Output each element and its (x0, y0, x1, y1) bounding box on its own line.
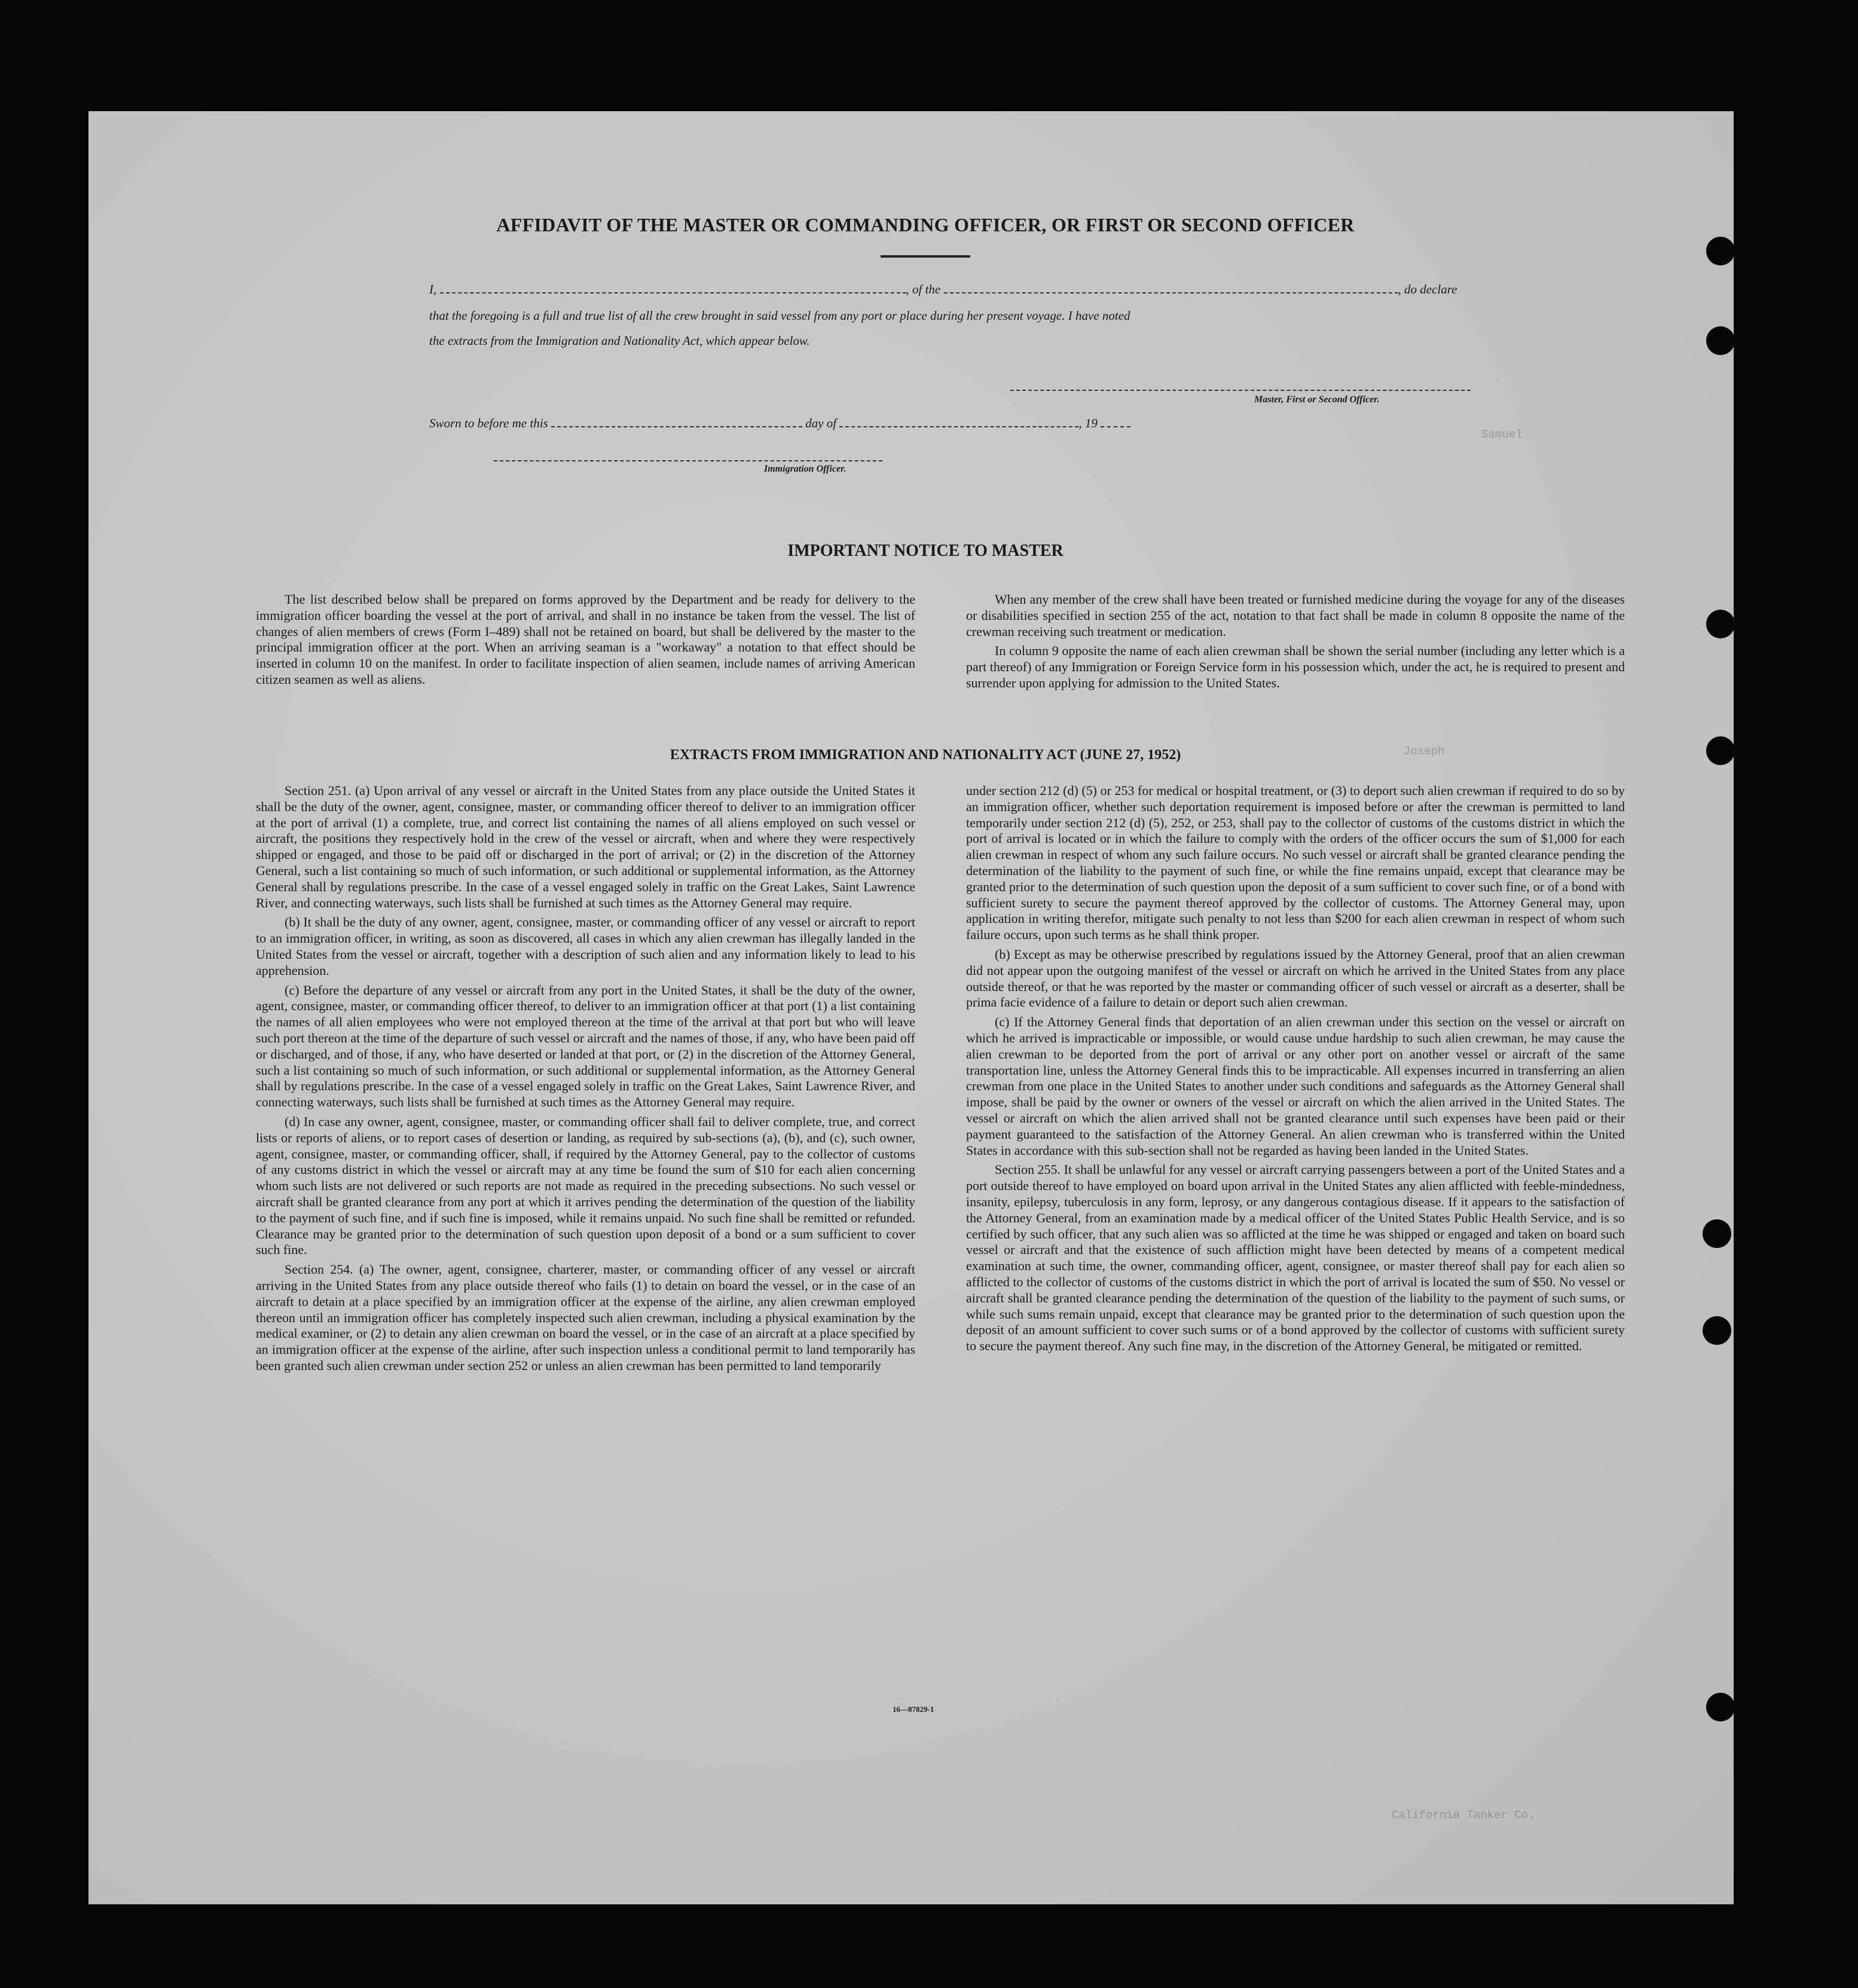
officer-signature-line[interactable] (494, 460, 882, 461)
vessel-blank[interactable] (944, 292, 1398, 293)
master-signature-caption: Master, First or Second Officer. (1254, 394, 1380, 405)
declaration-i-label: I, (429, 282, 437, 296)
extracts-right-column (966, 783, 1625, 1358)
act-paragraph: (c) Before the departure of any vessel or aircraft from any port in the United States, it shall be the duty of the owner, agent, consignee, master, or commanding officer thereof, to deliver to an immigration officer at that port (1) a list containing the names of all alien employees who were not employed thereon at the time of the arrival at that port but who will leave such port thereon at the time of the departure of such vessel or aircraft and the names of those, if any, who have been paid off or discharged, and of those, if any, who have deserted or landed at that port, or (2) in the discretion of the Attorney General, such a list containing so much of such information, or such additional or supplemental information, as the Attorney General shall by regulations prescribe. In the case of a vessel engaged solely in traffic on the Great Lakes, Saint Lawrence River, and connecting waterways, such lists shall be furnished at such times as the Attorney General may require. (256, 982, 915, 1110)
act-paragraph: Section 251. (a) Upon arrival of any vessel or aircraft in the United States from any place outside the United States it shall be the duty of the owner, agent, consignee, master, or commanding officer thereof to deliver to an immigration officer at the port of arrival (1) a complete, true, and correct list containing the names of all aliens employed on such vessel or aircraft, the positions they respectively hold in the crew of the vessel or aircraft, when and where they were respectively shipped or engaged, and those to be paid off or discharged in the port of arrival; or (2) in the discretion of the Attorney General, such a list containing so much of such information, or such additional or supplemental information, as the Attorney General shall by regulations prescribe. In the case of a vessel engaged solely in traffic on the Great Lakes, Saint Lawrence River, and connecting waterways, such lists shall be furnished at such times as the Attorney General may require. (256, 783, 915, 910)
declaration-line (429, 282, 1565, 297)
act-paragraph: Section 255. It shall be unlawful for any vessel or aircraft carrying passengers between a port of the United States and a port outside thereof to have employed on board upon arrival in the United States any alien afflicted with feeble-mindedness, insanity, epilepsy, tuberculosis in any form, leprosy, or any dangerous contagious disease. If it appears to the satisfaction of the Attorney General, from an examination made by a medical officer of the United States Public Health Service, and is so certified by such officer, that any such alien was so afflicted at the time he was shipped or engaged and taken on board such vessel or aircraft and that the existence of such affliction might have been detected by means of a competent medical examination at such time, the owner, commanding officer, agent, consignee, or master thereof shall pay for each alien so afflicted to the collector of customs of the customs district in which the port of arrival is located the sum of $50. No vessel or aircraft shall be granted clearance pending the determination of the question of the liability to the payment of such sums, or while such sums remain unpaid, except that clearance may be granted prior to the determination of such question upon the deposit of an amount sufficient to cover such sums or of a bond approved by the collector of customs with sufficient surety to secure the payment thereof. Any such fine may, in the discretion of the Attorney General, be mitigated or remitted. (966, 1162, 1625, 1354)
sworn-prefix: Sworn to before me this (429, 416, 548, 430)
binder-hole (1706, 1693, 1735, 1721)
notice-paragraph: In column 9 opposite the name of each alien crewman shall be shown the serial number (including any letter which is a part thereof) of any Immigration or Foreign Service form in his possession which, under the act, he is required to present and surrender upon applying for admission to the United States. (966, 643, 1625, 690)
extracts-left-column (256, 783, 915, 1378)
notice-paragraph: When any member of the crew shall have been treated or furnished medicine during the voyage for any of the diseases or disabilities specified in section 255 of the act, notation to that fact shall be made in column 8 opposite the name of the crewman receiving such treatment or medication. (966, 592, 1625, 639)
officer-signature-caption: Immigration Officer. (764, 464, 847, 474)
sworn-month-blank[interactable] (839, 426, 1078, 427)
act-paragraph: (c) If the Attorney General finds that deportation of an alien crewman under this section on the vessel or aircraft on which he arrived is impracticable or impossible, or would cause undue hardship to such alien crewman, he may cause the alien crewman to be deported from the port of arrival or any other port on another vessel or aircraft of the same transportation line, unless the Attorney General finds this to be impracticable. All expenses incurred in transferring an alien crewman from one place in the United States to another under such conditions and safeguards as the Attorney General shall impose, shall be paid by the owner or owners of the vessel or aircraft on which the alien arrived in the United States. The vessel or aircraft on which the alien arrived shall not be granted clearance until such expenses have been paid or their payment guaranteed to the satisfaction of the Attorney General. An alien crewman who is transferred within the United States in accordance with this sub-section shall not be regarded as having been landed in the United States. (966, 1014, 1625, 1158)
act-paragraph: (b) Except as may be otherwise prescribed by regulations issued by the Attorney General, proof that an alien crewman did not appear upon the outgoing manifest of the vessel or aircraft on which he arrived in the United States from any place outside thereof, or that he was reported by the master or commanding officer of such vessel or aircraft as a deserter, shall be prima facie evidence of a failure to detain or deport such alien crewman. (966, 946, 1625, 1010)
act-paragraph: Section 254. (a) The owner, agent, consignee, charterer, master, or commanding officer of any vessel or aircraft arriving in the United States from any place outside thereof who fails (1) to detain on board the vessel, or in the case of an aircraft to detain at a place specified by an immigration officer at the expense of the airline, any alien crewman employed thereon until an immigration officer has completely inspected such alien crewman, including a physical examination by the medical examiner, or (2) to detain any alien crewman on board the vessel, or in the case of an aircraft at a place specified by an immigration officer at the expense of the airline, after such inspection unless a conditional permit to land temporarily has been granted such alien crewman under section 252 or unless an alien crewman has been permitted to land temporarily (256, 1262, 915, 1373)
sworn-line (429, 416, 1326, 431)
master-signature-line[interactable] (1010, 390, 1471, 391)
sworn-year-blank[interactable] (1101, 426, 1130, 427)
declaration-statement-2: the extracts from the Immigration and Nationality Act, which appear below. (429, 334, 810, 348)
form-number: 16—87829-1 (893, 1705, 934, 1714)
sworn-year-label: , 19 (1078, 416, 1098, 430)
declaration-of-the-label: , of the (906, 282, 941, 296)
name-blank[interactable] (440, 292, 906, 293)
extracts-title: EXTRACTS FROM IMMIGRATION AND NATIONALITY ACT (JUNE 27, 1952) (670, 747, 1181, 763)
notice-paragraph: The list described below shall be prepared on forms approved by the Department and be ready for delivery to the immigration officer boarding the vessel at the port of arrival, and shall in no instance be taken from the vessel. The list of changes of alien members of crews (Form I–489) shall not be retained on board, but shall be delivered by the master to the principal immigration officer at the port. When an arriving seaman is a "workaway" a notation to that effect should be inserted in column 10 on the manifest. In order to facilitate inspection of alien seamen, include names of arriving American citizen seamen as well as aliens. (256, 592, 915, 687)
binder-hole (1703, 1316, 1731, 1345)
declaration-do-declare-label: , do declare (1398, 282, 1457, 296)
title-divider (881, 255, 970, 258)
affidavit-title: AFFIDAVIT OF THE MASTER OR COMMANDING OFFICER, OR FIRST OR SECOND OFFICER (496, 214, 1355, 235)
binder-hole (1706, 326, 1735, 355)
notice-left-column (256, 592, 915, 692)
bleed-through-text: Joseph (1404, 745, 1445, 758)
notice-right-column (966, 592, 1625, 695)
declaration-statement-1: that the foregoing is a full and true list of all the crew brought in said vessel from any port or place during her present voyage. I have noted (429, 308, 1130, 323)
document-sheet (88, 111, 1734, 1904)
binder-hole (1706, 237, 1735, 265)
bleed-through-text: Samuel (1481, 428, 1523, 441)
binder-hole (1706, 610, 1735, 638)
act-paragraph: (b) It shall be the duty of any owner, agent, consignee, master, or commanding officer of any vessel or aircraft to report to an immigration officer, in writing, as soon as discovered, all cases in which any alien crewman has illegally landed in the United States from the vessel or aircraft, together with a description of such alien and any information likely to lead to his apprehension. (256, 915, 915, 978)
sworn-day-label: day of (805, 416, 837, 430)
act-paragraph: (d) In case any owner, agent, consignee, master, or commanding officer shall fail to deliver complete, true, and correct lists or reports of aliens, or to report cases of desertion or landing, as required by sub-sections (a), (b), and (c), such owner, agent, consignee, master, or commanding officer, shall, if required by the Attorney General, pay to the collector of customs of any customs district in which the vessel or aircraft may at any time be found the sum of $10 for each alien concerning whom such lists are not delivered or such reports are not made as required in the preceding subsections. No such vessel or aircraft shall be granted clearance from any port at which it arrives pending the determination of the question of the liability to the payment of such fine, and if such fine is imposed, while it remains unpaid. No such fine shall be remitted or refunded. Clearance may be granted prior to the determination of such question upon deposit of a bond or a sum sufficient to cover such fine. (256, 1114, 915, 1258)
bleed-through-text: California Tanker Co. (1392, 1809, 1535, 1822)
notice-title: IMPORTANT NOTICE TO MASTER (787, 542, 1064, 560)
sworn-day-blank[interactable] (551, 426, 802, 427)
binder-hole (1706, 736, 1735, 765)
act-paragraph: under section 212 (d) (5) or 253 for medical or hospital treatment, or (3) to deport such alien crewman if required to do so by an immigration officer, whether such deportation requirement is imposed before or after the crewman is permitted to land temporarily under section 212 (d) (5), 252, or 253, shall pay to the collector of customs of the customs district in which the port of arrival is located or in which the failure to comply with the orders of the officer occurs the sum of $1,000 for each alien crewman in respect of whom any such failure occurs. No such vessel or aircraft shall be granted clearance pending the determination of the liability to the payment of such fine, or while the fine remains unpaid, except that clearance may be granted prior to the determination of such question upon the deposit of a sum sufficient to cover such fine, or of a bond with sufficient surety to secure the payment thereof approved by the collector of customs. The Attorney General may, upon application in writing therefor, mitigate such penalty to not less than $200 for each alien crewman in respect of whom such failure occurs, upon such terms as he shall think proper. (966, 783, 1625, 943)
binder-hole (1703, 1219, 1731, 1248)
